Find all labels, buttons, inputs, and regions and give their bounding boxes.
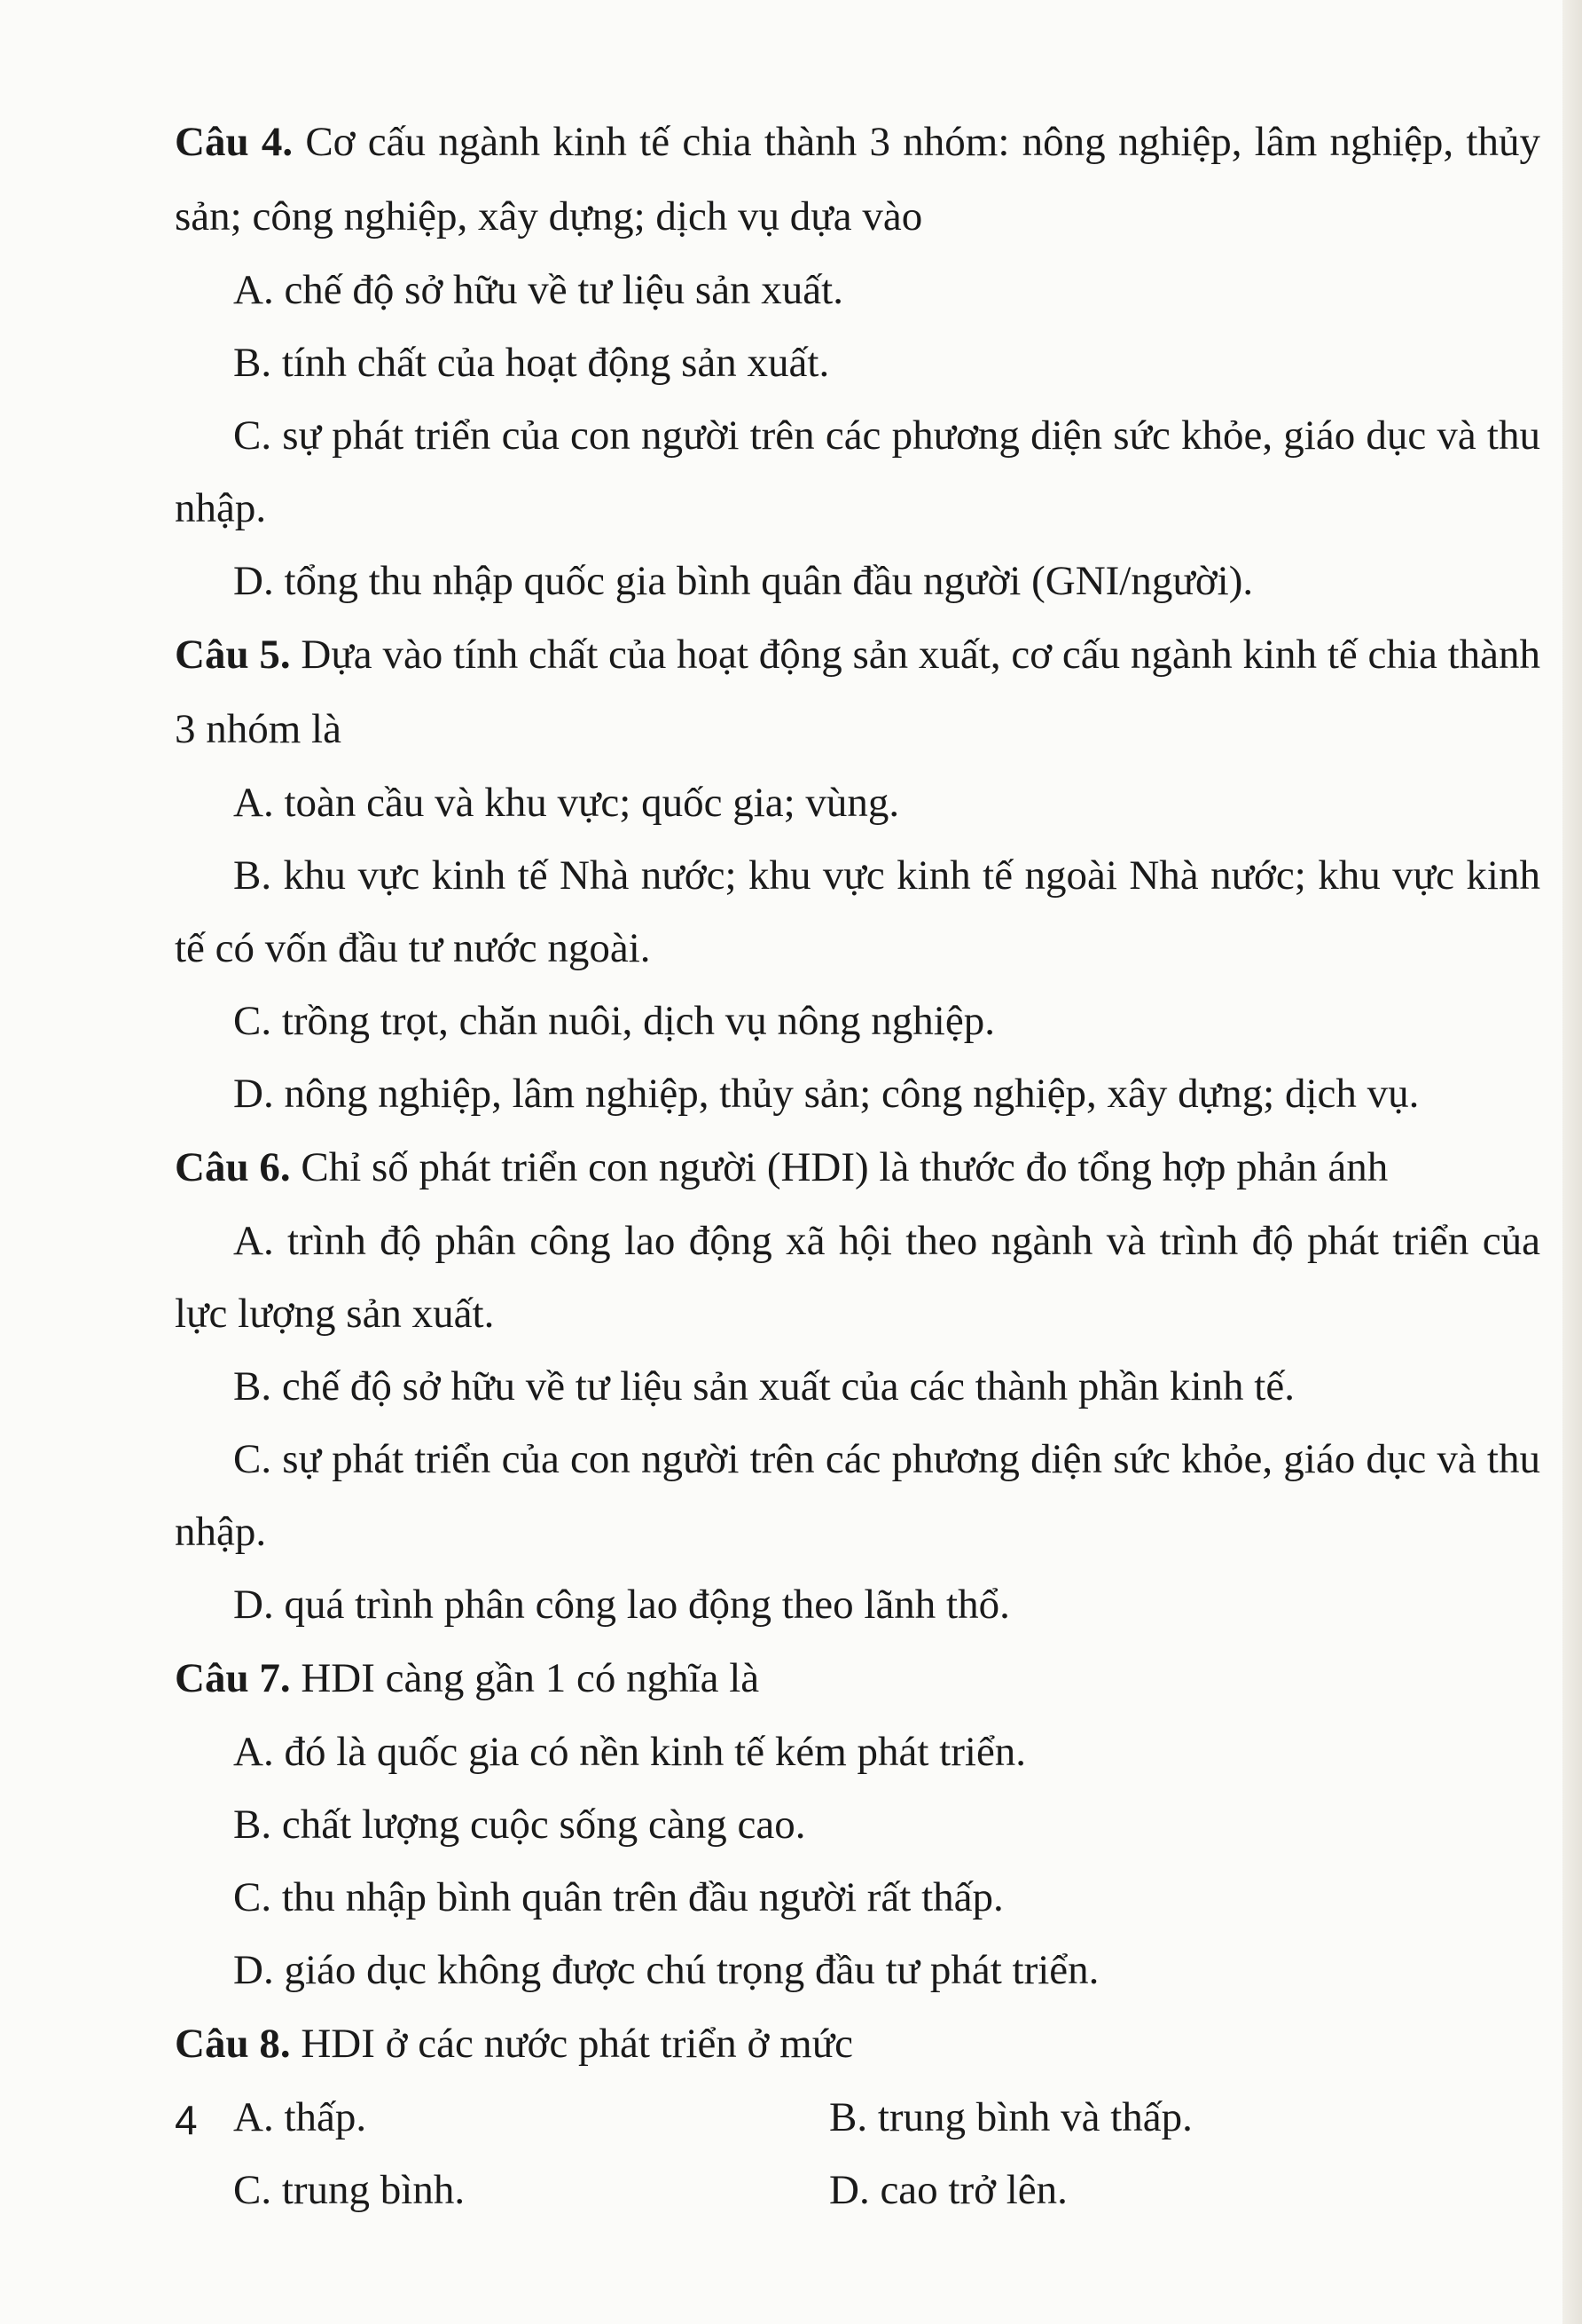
question-5-option-d: D. nông nghiệp, lâm nghiệp, thủy sản; công nghiệp, xây dựng; dịch vụ. bbox=[233, 1071, 1420, 1117]
question-6-option-a: A. trình độ phân công lao động xã hội theo ngành và trình độ phát triển của lực lượng sản xuất. bbox=[175, 1218, 1540, 1337]
question-7-option-b: B. chất lượng cuộc sống càng cao. bbox=[233, 1802, 806, 1848]
question-7 bbox=[175, 1641, 1540, 2006]
question-5-option-b: B. khu vực kinh tế Nhà nước; khu vực kinh tế ngoài Nhà nước; khu vực kinh tế có vốn đầu tư nước ngoài. bbox=[175, 852, 1540, 971]
question-7-option-a: A. đó là quốc gia có nền kinh tế kém phát triển. bbox=[233, 1729, 1027, 1775]
question-6-option-c: C. sự phát triển của con người trên các phương diện sức khỏe, giáo dục và thu nhập. bbox=[175, 1436, 1540, 1555]
question-7-text: HDI càng gần 1 có nghĩa là bbox=[301, 1655, 760, 1701]
question-7-number: Câu 7. bbox=[175, 1655, 291, 1701]
question-7-option-d: D. giáo dục không được chú trọng đầu tư phát triển. bbox=[233, 1947, 1100, 1993]
question-8-option-a: A. thấp. bbox=[233, 2094, 367, 2140]
question-5-stem bbox=[175, 617, 1540, 766]
question-5 bbox=[175, 617, 1540, 1130]
page-number: 4 bbox=[175, 2097, 198, 2143]
question-6-number: Câu 6. bbox=[175, 1144, 291, 1190]
question-8 bbox=[175, 2006, 1540, 2226]
question-5-option-c: C. trồng trọt, chăn nuôi, dịch vụ nông nghiệp. bbox=[233, 998, 995, 1044]
question-5-option-a: A. toàn cầu và khu vực; quốc gia; vùng. bbox=[233, 780, 900, 826]
question-6-option-d: D. quá trình phân công lao động theo lãnh thổ. bbox=[233, 1582, 1010, 1628]
question-4-option-b: B. tính chất của hoạt động sản xuất. bbox=[233, 340, 830, 386]
question-list bbox=[175, 105, 1540, 2226]
question-4 bbox=[175, 105, 1540, 617]
question-7-stem bbox=[175, 1641, 1540, 1716]
question-6-stem bbox=[175, 1130, 1540, 1205]
question-5-number: Câu 5. bbox=[175, 632, 291, 678]
question-6-text: Chỉ số phát triển con người (HDI) là thước đo tổng hợp phản ánh bbox=[301, 1144, 1389, 1190]
question-7-option-c: C. thu nhập bình quân trên đầu người rất thấp. bbox=[233, 1874, 1004, 1920]
question-8-number: Câu 8. bbox=[175, 2021, 291, 2067]
question-8-option-c: C. trung bình. bbox=[233, 2167, 466, 2213]
question-4-text: Cơ cấu ngành kinh tế chia thành 3 nhóm: nông nghiệp, lâm nghiệp, thủy sản; công nghiệp, xây dựng; dịch vụ dựa vào bbox=[175, 119, 1540, 239]
page-edge-shadow bbox=[1562, 0, 1582, 2324]
question-4-option-d: D. tổng thu nhập quốc gia bình quân đầu người (GNI/người). bbox=[233, 558, 1254, 604]
question-8-stem bbox=[175, 2006, 1540, 2081]
question-8-option-d: D. cao trở lên. bbox=[829, 2167, 1068, 2213]
question-5-text: Dựa vào tính chất của hoạt động sản xuất, cơ cấu ngành kinh tế chia thành 3 nhóm là bbox=[175, 632, 1540, 752]
question-4-stem bbox=[175, 105, 1540, 254]
question-6-option-b: B. chế độ sở hữu về tư liệu sản xuất của các thành phần kinh tế. bbox=[233, 1363, 1295, 1409]
question-8-options bbox=[175, 2081, 1540, 2226]
question-4-number: Câu 4. bbox=[175, 119, 294, 165]
question-4-option-c: C. sự phát triển của con người trên các phương diện sức khỏe, giáo dục và thu nhập. bbox=[175, 412, 1540, 531]
question-6 bbox=[175, 1130, 1540, 1641]
question-8-text: HDI ở các nước phát triển ở mức bbox=[301, 2021, 854, 2067]
question-4-option-a: A. chế độ sở hữu về tư liệu sản xuất. bbox=[233, 267, 843, 313]
question-8-option-b: B. trung bình và thấp. bbox=[829, 2094, 1193, 2140]
